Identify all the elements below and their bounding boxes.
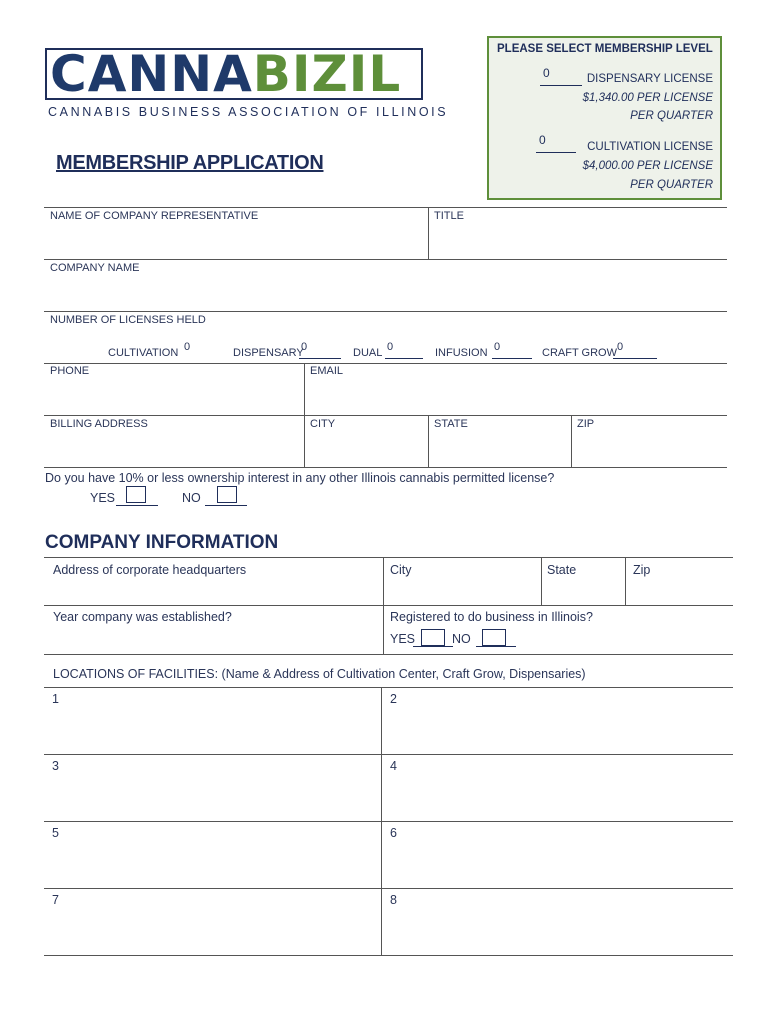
- cultivation-license-label: CULTIVATION LICENSE: [587, 141, 713, 153]
- logo-tagline: CANNABIS BUSINESS ASSOCIATION OF ILLINOIS: [48, 105, 449, 119]
- city-label: CITY: [310, 418, 336, 430]
- licenses-held-label: NUMBER OF LICENSES HELD: [50, 314, 206, 326]
- dispensary-license-qty[interactable]: 0: [543, 66, 550, 80]
- membership-level-title: PLEASE SELECT MEMBERSHIP LEVEL: [497, 43, 713, 55]
- title-field[interactable]: [430, 224, 726, 258]
- divider: [44, 311, 727, 312]
- hq-zip-label: Zip: [633, 563, 651, 577]
- infusion-count-line: [492, 358, 532, 359]
- craft-grow-count-input[interactable]: 0: [617, 341, 624, 353]
- divider: [428, 207, 429, 259]
- dual-count-label: DUAL: [353, 347, 383, 359]
- cultivation-count-label: CULTIVATION: [108, 347, 179, 359]
- divider: [428, 415, 429, 467]
- email-field[interactable]: [306, 380, 726, 413]
- divider: [44, 888, 733, 889]
- rep-name-field[interactable]: [44, 224, 426, 258]
- infusion-count-input[interactable]: 0: [494, 341, 501, 353]
- cultivation-count-input[interactable]: 0: [184, 341, 191, 353]
- cultivation-license-price: $4,000.00 PER LICENSE: [582, 160, 713, 172]
- title-label: TITLE: [434, 210, 464, 222]
- cultivation-license-period: PER QUARTER: [630, 179, 713, 191]
- logo-part-bizil: BIZIL: [252, 45, 402, 103]
- divider: [625, 557, 626, 605]
- logo: [50, 46, 401, 102]
- location-number: 6: [390, 826, 397, 840]
- ownership-yes-label: YES: [90, 491, 116, 505]
- registered-no-label: NO: [452, 632, 471, 646]
- billing-address-label: BILLING ADDRESS: [50, 418, 148, 430]
- registered-no-line: [476, 646, 516, 647]
- locations-label: LOCATIONS OF FACILITIES: (Name & Address of Cultivation Center, Craft Grow, Dispensaries): [53, 667, 586, 681]
- location-number: 1: [52, 692, 59, 706]
- dispensary-license-period: PER QUARTER: [630, 110, 713, 122]
- divider: [44, 687, 733, 688]
- year-established-label: Year company was established?: [53, 610, 232, 624]
- hq-state-field[interactable]: [543, 580, 623, 604]
- location-field-8[interactable]: [402, 891, 732, 953]
- hq-zip-field[interactable]: [627, 580, 732, 604]
- divider: [44, 467, 727, 468]
- dispensary-license-price: $1,340.00 PER LICENSE: [582, 92, 713, 104]
- phone-field[interactable]: [44, 380, 302, 413]
- location-field-7[interactable]: [64, 891, 378, 953]
- hq-state-label: State: [547, 563, 577, 577]
- divider: [44, 654, 733, 655]
- ownership-no-checkbox[interactable]: [217, 486, 237, 503]
- location-number: 4: [390, 759, 397, 773]
- dual-count-input[interactable]: 0: [387, 341, 394, 353]
- state-label: STATE: [434, 418, 468, 430]
- ownership-question: Do you have 10% or less ownership interest in any other Illinois cannabis permitted license?: [45, 471, 555, 485]
- email-label: EMAIL: [310, 365, 344, 377]
- location-field-4[interactable]: [402, 757, 732, 819]
- location-field-5[interactable]: [64, 824, 378, 886]
- company-info-title: COMPANY INFORMATION: [45, 532, 279, 553]
- billing-address-field[interactable]: [44, 432, 302, 466]
- year-established-field[interactable]: [44, 628, 381, 652]
- logo-part-canna: CANNA: [50, 45, 253, 103]
- dispensary-count-line: [299, 358, 341, 359]
- registered-yes-checkbox[interactable]: [421, 629, 445, 646]
- divider: [44, 605, 733, 606]
- infusion-count-label: INFUSION: [435, 347, 488, 359]
- dispensary-count-input[interactable]: 0: [301, 341, 308, 353]
- craft-grow-count-line: [613, 358, 657, 359]
- location-field-3[interactable]: [64, 757, 378, 819]
- dispensary-qty-line: [540, 85, 582, 86]
- city-field[interactable]: [306, 432, 426, 466]
- page-title: MEMBERSHIP APPLICATION: [56, 152, 324, 174]
- ownership-no-line: [205, 505, 247, 506]
- location-number: 5: [52, 826, 59, 840]
- state-field[interactable]: [430, 432, 569, 466]
- ownership-yes-line: [116, 505, 158, 506]
- phone-label: PHONE: [50, 365, 90, 377]
- divider: [44, 821, 733, 822]
- location-number: 8: [390, 893, 397, 907]
- location-number: 3: [52, 759, 59, 773]
- divider: [44, 363, 727, 364]
- location-field-2[interactable]: [402, 690, 732, 752]
- registered-label: Registered to do business in Illinois?: [390, 610, 593, 624]
- divider: [44, 259, 727, 260]
- location-number: 2: [390, 692, 397, 706]
- hq-address-label: Address of corporate headquarters: [53, 563, 247, 577]
- divider: [541, 557, 542, 605]
- craft-grow-count-label: CRAFT GROW: [542, 347, 617, 359]
- dispensary-license-label: DISPENSARY LICENSE: [586, 73, 713, 85]
- location-number: 7: [52, 893, 59, 907]
- registered-yes-line: [413, 646, 453, 647]
- zip-field[interactable]: [573, 432, 726, 466]
- divider: [44, 955, 733, 956]
- divider: [44, 557, 733, 558]
- rep-name-label: NAME OF COMPANY REPRESENTATIVE: [50, 210, 259, 222]
- hq-city-label: City: [390, 563, 412, 577]
- divider: [44, 415, 727, 416]
- ownership-no-label: NO: [182, 491, 201, 505]
- divider: [571, 415, 572, 467]
- location-field-1[interactable]: [64, 690, 378, 752]
- dual-count-line: [385, 358, 423, 359]
- divider: [44, 207, 727, 208]
- hq-address-field[interactable]: [44, 580, 381, 604]
- zip-label: ZIP: [577, 418, 595, 430]
- location-field-6[interactable]: [402, 824, 732, 886]
- company-name-label: COMPANY NAME: [50, 262, 140, 274]
- registered-yes-label: YES: [390, 632, 416, 646]
- hq-city-field[interactable]: [385, 580, 539, 604]
- registered-no-checkbox[interactable]: [482, 629, 506, 646]
- ownership-yes-checkbox[interactable]: [126, 486, 146, 503]
- dispensary-count-label: DISPENSARY: [233, 347, 304, 359]
- company-name-field[interactable]: [44, 276, 726, 310]
- cultivation-license-qty[interactable]: 0: [539, 133, 546, 147]
- divider: [44, 754, 733, 755]
